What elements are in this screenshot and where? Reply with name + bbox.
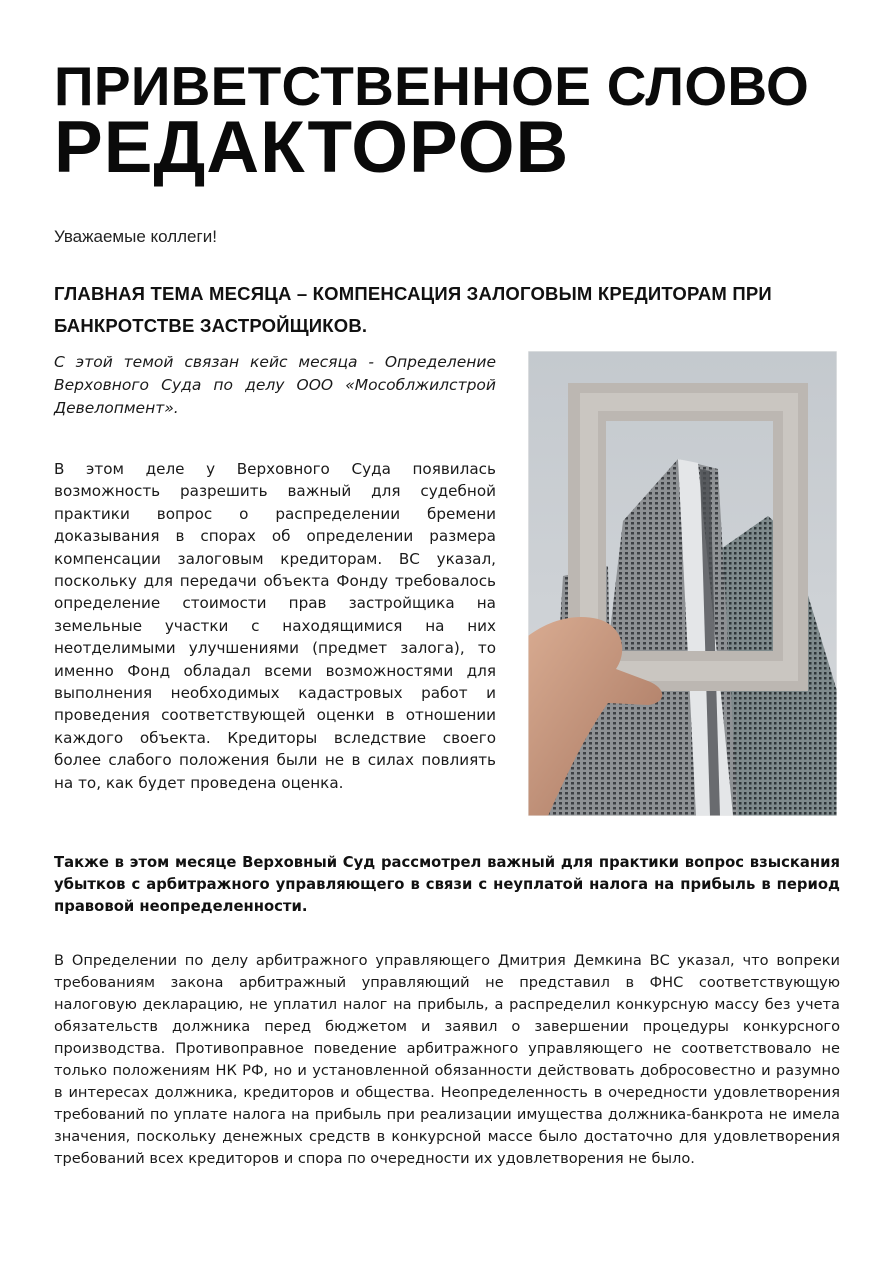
second-paragraph: В Определении по делу арбитражного управляющего Дмитрия Демкина ВС указал, что вопреки требованиям закона арбитражный управляющий не представил в ФНС соответствующую налоговую декларацию, не уплатил налог на прибыль, а распределил конкурсную массу без учета обязательств должника перед бюджетом и заявил о завершении процедуры конкурсного производства. Противоправное поведение арбитражного управляющего не соответствовало не только положениям НК РФ, но и установленной обязанности действовать добросовестно и разумно в интересах должника, кредиторов и общества. Неопределенность в очередности удовлетворения требований по уплате налога на прибыль при реализации имущества должника-банкрота не имела значения, поскольку денежных средств в конкурсной массе было достаточно для удовлетворения требований всех кредиторов и спора по очередности их удовлетворения не было.: [54, 952, 840, 1167]
case-intro: С этой темой связан кейс месяца - Определение Верховного Суда по делу ООО «Мособлжилстрой Девелопмент».: [54, 353, 496, 417]
page-title-line1: ПРИВЕТСТВЕННОЕ СЛОВО: [54, 55, 810, 117]
photo-illustration: [528, 351, 837, 816]
second-topic: Также в этом месяце Верховный Суд рассмотрел важный для практики вопрос взыскания убытков с арбитражного управляющего в связи с неуплатой налога на прибыль в период правовой неопределенности.: [54, 854, 840, 915]
page-title-line2: РЕДАКТОРОВ: [54, 107, 570, 188]
main-topic-heading: ГЛАВНАЯ ТЕМА МЕСЯЦА – КОМПЕНСАЦИЯ ЗАЛОГОВЫМ КРЕДИТОРАМ ПРИ БАНКРОТСТВЕ ЗАСТРОЙЩИКОВ.: [54, 283, 772, 336]
case-paragraph: В этом деле у Верховного Суда появилась возможность разрешить важный для судебной практики вопрос о распределении бремени доказывания в спорах об определении размера компенсации залоговым кредиторам. ВС указал, поскольку для передачи объекта Фонду требовалось определение стоимости прав застройщика на земельные участки с находящимися на них неотделимыми улучшениями (предмет залога), то именно Фонд обладал всеми возможностями для выполнения необходимых кадастровых работ и проведения соответствующей оценки в отношении каждого объекта. Кредиторы вследствие своего более слабого положения были не в силах повлиять на то, как будет проведена оценка.: [54, 460, 496, 792]
greeting: Уважаемые коллеги!: [54, 227, 217, 246]
skyscraper-frame-photo: [528, 351, 837, 816]
